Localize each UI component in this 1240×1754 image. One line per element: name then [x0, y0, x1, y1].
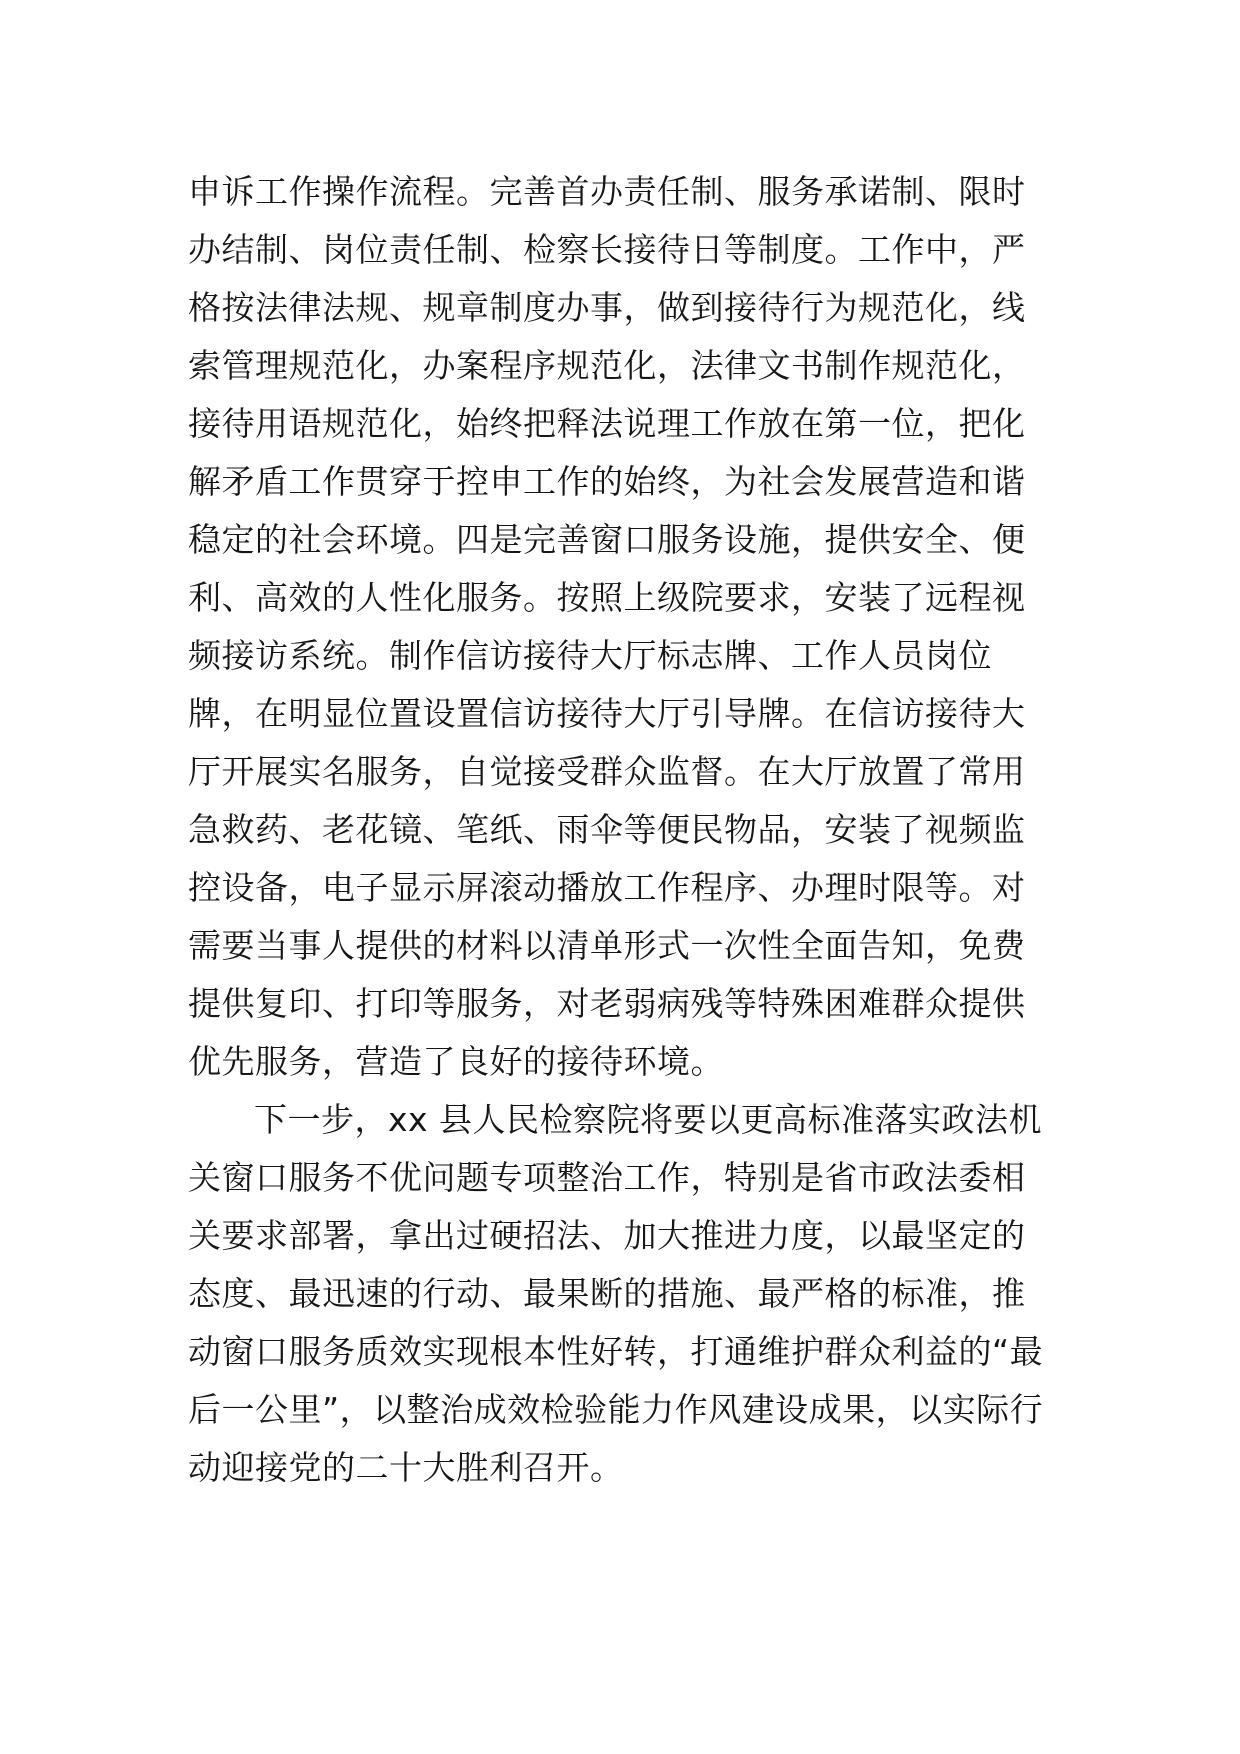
text-line: 格按法律法规、规章制度办事，做到接待行为规范化，线: [188, 288, 1026, 327]
text-line: 解矛盾工作贯穿于控申工作的始终，为社会发展营造和谐: [188, 462, 1026, 501]
text-line: 利、高效的人性化服务。按照上级院要求，安装了远程视: [188, 578, 1026, 617]
text-line: 办结制、岗位责任制、检察长接待日等制度。工作中，严: [188, 230, 1026, 269]
text-line: 稳定的社会环境。四是完善窗口服务设施，提供安全、便: [188, 520, 1026, 559]
text-line: 动迎接党的二十大胜利召开。: [188, 1448, 624, 1487]
text-line: 优先服务，营造了良好的接待环境。: [188, 1042, 724, 1081]
text-line: 索管理规范化，办案程序规范化，法律文书制作规范化，: [188, 346, 1026, 385]
paragraph-1: [188, 163, 1068, 1091]
text-line: 提供复印、打印等服务，对老弱病残等特殊困难群众提供: [188, 984, 1026, 1023]
text-line: 态度、最迅速的行动、最果断的措施、最严格的标准，推: [188, 1274, 1026, 1313]
text-line: 后一公里”，以整治成效检验能力作风建设成果，以实际行: [188, 1390, 1044, 1429]
text-line: 需要当事人提供的材料以清单形式一次性全面告知，免费: [188, 926, 1026, 965]
text-line: 关窗口服务不优问题专项整治工作，特别是省市政法委相: [188, 1158, 1026, 1197]
text-line: 申诉工作操作流程。完善首办责任制、服务承诺制、限时: [188, 172, 1026, 211]
text-line: 控设备，电子显示屏滚动播放工作程序、办理时限等。对: [188, 868, 1026, 907]
text-line: 关要求部署，拿出过硬招法、加大推进力度，以最坚定的: [188, 1216, 1026, 1255]
document-body: [188, 163, 1068, 1497]
text-line: 频接访系统。制作信访接待大厅标志牌、工作人员岗位: [188, 636, 992, 675]
text-line: 急救药、老花镜、笔纸、雨伞等便民物品，安装了视频监: [188, 810, 1026, 849]
text-line: 动窗口服务质效实现根本性好转，打通维护群众利益的“最: [188, 1332, 1044, 1371]
text-line: 接待用语规范化，始终把释法说理工作放在第一位，把化: [188, 404, 1026, 443]
text-line: 牌，在明显位置设置信访接待大厅引导牌。在信访接待大: [188, 694, 1026, 733]
text-line: 厅开展实名服务，自觉接受群众监督。在大厅放置了常用: [188, 752, 1026, 791]
paragraph-2: [188, 1091, 1068, 1497]
text-line: 下一步，xx 县人民检察院将要以更高标准落实政法机: [254, 1100, 1043, 1139]
